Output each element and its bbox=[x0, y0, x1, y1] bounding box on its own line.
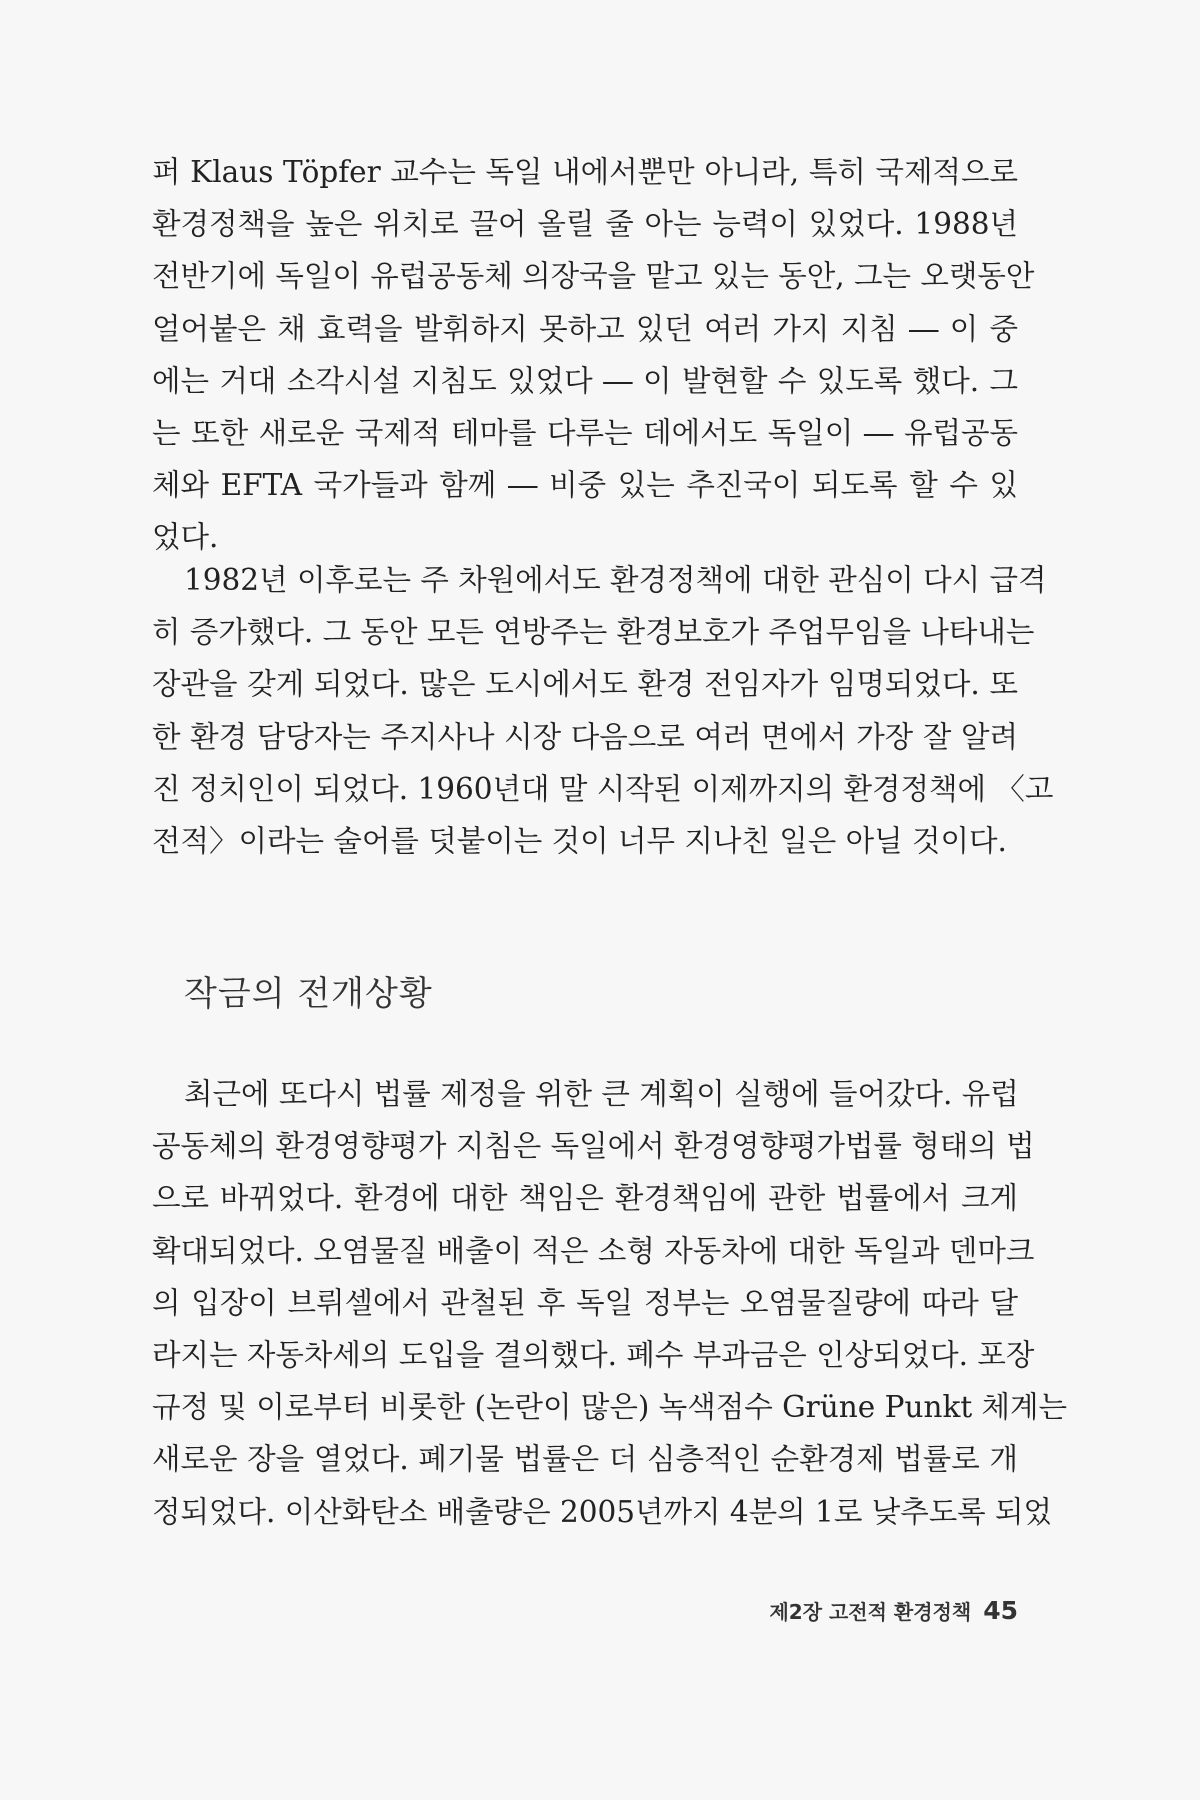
text-line: 확대되었다. 오염물질 배출이 적은 소형 자동차에 대한 독일과 덴마크 bbox=[152, 1233, 1035, 1268]
text-line: 1982년 이후로는 주 차원에서도 환경정책에 대한 관심이 다시 급격 bbox=[184, 563, 1047, 597]
text-line: 의 입장이 브뤼셀에서 관철된 후 독일 정부는 오염물질량에 따라 달 bbox=[152, 1285, 1018, 1320]
page-footer bbox=[769, 1596, 1018, 1627]
text-line: 새로운 장을 열었다. 폐기물 법률은 더 심층적인 순환경제 법률로 개 bbox=[152, 1442, 1018, 1477]
text-line: 히 증가했다. 그 동안 모든 연방주는 환경보호가 주업무임을 나타내는 bbox=[152, 615, 1035, 650]
text-line: 라지는 자동차세의 도입을 결의했다. 폐수 부과금은 인상되었다. 포장 bbox=[152, 1338, 1035, 1373]
body-paragraph bbox=[152, 554, 1054, 867]
page-number: 45 bbox=[983, 1596, 1018, 1625]
body-paragraph bbox=[152, 146, 1035, 564]
text-line: 얼어붙은 채 효력을 발휘하지 못하고 있던 여러 가지 지침 ― 이 중 bbox=[152, 311, 1018, 346]
text-line: 환경정책을 높은 위치로 끌어 올릴 줄 아는 능력이 있었다. 1988년 bbox=[152, 207, 1018, 242]
body-paragraph bbox=[152, 1068, 1068, 1538]
text-line: 진 정치인이 되었다. 1960년대 말 시작된 이제까지의 환경정책에 〈고 bbox=[152, 771, 1054, 806]
text-line: 공동체의 환경영향평가 지침은 독일에서 환경영향평가법률 형태의 법 bbox=[152, 1129, 1035, 1164]
text-line: 장관을 갖게 되었다. 많은 도시에서도 환경 전임자가 임명되었다. 또 bbox=[152, 667, 1018, 702]
text-line: 체와 EFTA 국가들과 함께 ― 비중 있는 추진국이 되도록 할 수 있 bbox=[152, 468, 1018, 503]
text-line: 으로 바뀌었다. 환경에 대한 책임은 환경책임에 관한 법률에서 크게 bbox=[152, 1181, 1018, 1216]
text-line: 퍼 Klaus Töpfer 교수는 독일 내에서뿐만 아니라, 특히 국제적으로 bbox=[152, 155, 1018, 189]
text-line: 에는 거대 소각시설 지침도 있었다 ― 이 발현할 수 있도록 했다. 그 bbox=[152, 363, 1018, 398]
running-title: 제2장 고전적 환경정책 bbox=[769, 1600, 972, 1624]
text-line: 규정 및 이로부터 비롯한 (논란이 많은) 녹색점수 Grüne Punkt 체계는 bbox=[152, 1390, 1068, 1425]
text-line: 는 또한 새로운 국제적 테마를 다루는 데에서도 독일이 ― 유럽공동 bbox=[152, 416, 1018, 451]
text-line: 전반기에 독일이 유럽공동체 의장국을 맡고 있는 동안, 그는 오랫동안 bbox=[152, 259, 1035, 294]
section-heading: 작금의 전개상황 bbox=[184, 974, 433, 1014]
text-line: 전적〉이라는 술어를 덧붙이는 것이 너무 지나친 일은 아닐 것이다. bbox=[152, 824, 1007, 859]
text-line: 최근에 또다시 법률 제정을 위한 큰 계획이 실행에 들어갔다. 유럽 bbox=[184, 1077, 1019, 1111]
text-line: 한 환경 담당자는 주지사나 시장 다음으로 여러 면에서 가장 잘 알려 bbox=[152, 719, 1018, 754]
text-line: 었다. bbox=[152, 520, 219, 555]
text-line: 정되었다. 이산화탄소 배출량은 2005년까지 4분의 1로 낮추도록 되었 bbox=[152, 1494, 1053, 1529]
